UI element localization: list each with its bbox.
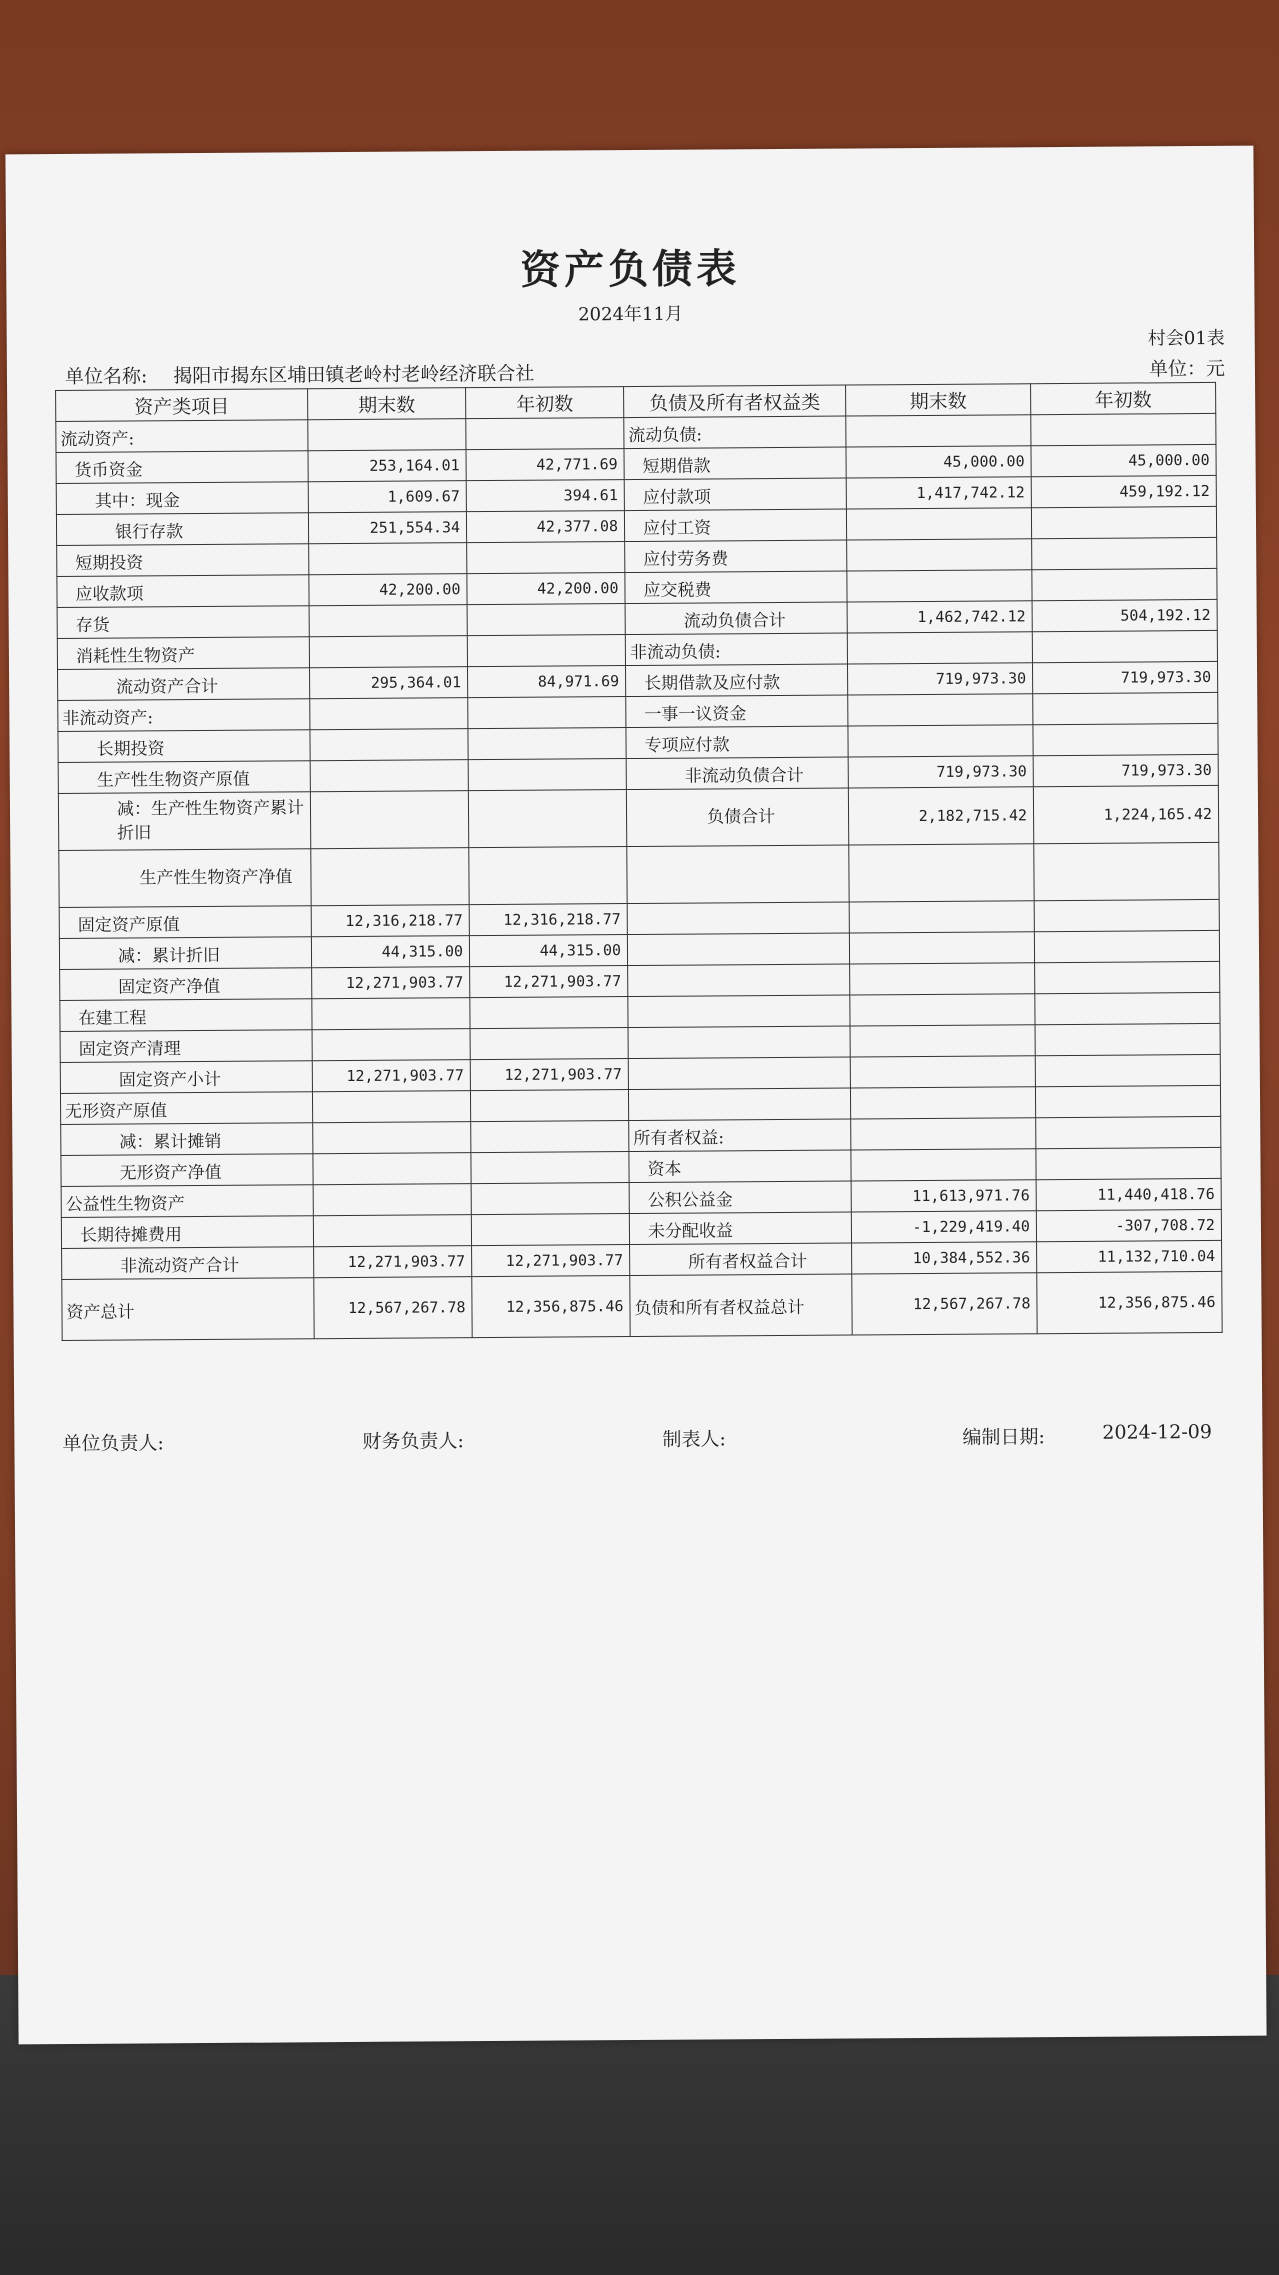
liab-end-value [846, 508, 1031, 540]
header-liab-begin: 年初数 [1031, 382, 1216, 414]
asset-begin-value [468, 697, 626, 729]
asset-end-value: 42,200.00 [309, 574, 467, 606]
asset-begin-value: 84,971.69 [468, 666, 626, 698]
asset-begin-value [470, 1090, 628, 1122]
asset-item-cell: 应收款项 [57, 575, 309, 608]
asset-begin-value [470, 1028, 628, 1060]
asset-begin-value [466, 418, 624, 450]
liab-item-cell: 负债和所有者权益总计 [630, 1274, 852, 1337]
asset-end-value [309, 636, 467, 668]
liab-begin-value: 719,973.30 [1033, 754, 1218, 786]
asset-item-cell: 银行存款 [56, 513, 308, 546]
liab-begin-value [1033, 692, 1218, 724]
asset-item-cell: 长期待摊费用 [61, 1216, 313, 1249]
liab-end-value [850, 963, 1035, 995]
asset-end-value: 12,271,903.77 [312, 967, 470, 999]
asset-end-value [313, 1153, 471, 1185]
liab-end-value [849, 901, 1034, 933]
asset-begin-value: 42,377.08 [466, 511, 624, 543]
liab-begin-value [1034, 930, 1219, 962]
asset-end-value: 12,271,903.77 [312, 1060, 470, 1092]
liab-begin-value [1036, 1147, 1221, 1179]
liab-end-value [849, 844, 1034, 902]
liab-end-value: 719,973.30 [847, 663, 1032, 695]
liab-end-value: 12,567,267.78 [852, 1273, 1037, 1335]
asset-end-value [310, 791, 468, 849]
asset-end-value: 44,315.00 [311, 936, 469, 968]
asset-begin-value: 44,315.00 [469, 935, 627, 967]
liab-item-cell: 一事一议资金 [626, 695, 848, 728]
asset-begin-value [471, 1214, 629, 1246]
date-value: 2024-12-09 [1102, 1420, 1212, 1444]
asset-end-value: 295,364.01 [310, 667, 468, 699]
asset-begin-value [467, 604, 625, 636]
report-period: 2024年11月 [578, 303, 683, 326]
table-body [56, 413, 1222, 1340]
asset-end-value [309, 543, 467, 575]
liab-item-cell: 流动负债: [624, 416, 846, 449]
asset-begin-value: 394.61 [466, 480, 624, 512]
liab-end-value [850, 1087, 1035, 1119]
asset-end-value [309, 605, 467, 637]
liab-end-value [846, 415, 1031, 447]
asset-end-value [311, 848, 469, 906]
liab-begin-value [1033, 723, 1218, 755]
liab-begin-value [1031, 506, 1216, 538]
asset-end-value [310, 760, 468, 792]
liab-end-value [848, 694, 1033, 726]
asset-begin-value [467, 635, 625, 667]
liab-begin-value [1035, 1085, 1220, 1117]
asset-begin-value [468, 790, 626, 848]
asset-begin-value: 12,316,218.77 [469, 904, 627, 936]
liab-end-value [848, 725, 1033, 757]
liab-end-value: 10,384,552.36 [852, 1242, 1037, 1274]
liab-begin-value [1035, 961, 1220, 993]
table-row [59, 842, 1219, 907]
asset-begin-value: 12,271,903.77 [472, 1245, 630, 1277]
currency-unit: 单位：元 [1148, 357, 1226, 381]
header-liab-item: 负债及所有者权益类 [624, 385, 846, 418]
header-asset-begin: 年初数 [466, 387, 624, 419]
liab-begin-value [1035, 1023, 1220, 1055]
asset-end-value [308, 419, 466, 451]
liab-end-value [850, 994, 1035, 1026]
unit-name-label: 单位名称: [64, 365, 148, 388]
liab-item-cell: 资本 [629, 1150, 851, 1183]
liab-begin-value [1035, 1054, 1220, 1086]
asset-item-cell: 非流动资产合计 [62, 1247, 314, 1280]
liab-begin-value [1032, 630, 1217, 662]
liab-begin-value [1032, 568, 1217, 600]
asset-begin-value [471, 1121, 629, 1153]
form-number: 村会01表 [1147, 327, 1225, 350]
liab-item-cell: 应付工资 [624, 509, 846, 542]
asset-end-value [313, 1215, 471, 1247]
asset-item-cell: 固定资产净值 [60, 968, 312, 1001]
liab-item-cell [628, 1057, 850, 1090]
liab-item-cell: 所有者权益合计 [630, 1243, 852, 1276]
asset-item-cell: 存货 [57, 606, 309, 639]
asset-item-cell: 减：累计摊销 [61, 1123, 313, 1156]
asset-end-value: 12,567,267.78 [314, 1277, 472, 1339]
asset-begin-value [469, 847, 627, 905]
liab-item-cell [628, 1088, 850, 1121]
asset-item-cell: 固定资产原值 [59, 906, 311, 939]
asset-end-value [313, 1184, 471, 1216]
liab-item-cell [627, 902, 849, 935]
liab-begin-value: 1,224,165.42 [1033, 785, 1218, 843]
liab-item-cell: 负债合计 [626, 788, 848, 847]
liab-item-cell: 所有者权益: [629, 1119, 851, 1152]
liab-item-cell: 非流动负债合计 [626, 757, 848, 790]
liab-begin-value: 45,000.00 [1031, 444, 1216, 476]
asset-end-value: 1,609.67 [308, 481, 466, 513]
liab-end-value: 1,462,742.12 [847, 601, 1032, 633]
preparer-label: 制表人: [662, 1428, 726, 1451]
asset-end-value: 251,554.34 [308, 512, 466, 544]
liab-end-value [851, 1118, 1036, 1150]
asset-item-cell: 生产性生物资产原值 [58, 761, 310, 794]
asset-end-value [312, 1029, 470, 1061]
asset-item-cell: 非流动资产: [58, 699, 310, 732]
asset-end-value [310, 698, 468, 730]
asset-begin-value [468, 728, 626, 760]
asset-item-cell: 生产性生物资产净值 [59, 849, 311, 908]
unit-name-value: 揭阳市揭东区埔田镇老岭村老岭经济联合社 [173, 362, 535, 388]
asset-begin-value [470, 997, 628, 1029]
liab-end-value [847, 539, 1032, 571]
liab-begin-value: 11,132,710.04 [1037, 1240, 1222, 1272]
date-label: 编制日期: [962, 1426, 1045, 1449]
asset-item-cell: 长期投资 [58, 730, 310, 763]
liab-item-cell: 应付劳务费 [625, 540, 847, 573]
asset-item-cell: 无形资产原值 [60, 1092, 312, 1125]
liab-item-cell [627, 933, 849, 966]
liab-item-cell [628, 1026, 850, 1059]
asset-item-cell: 资产总计 [62, 1278, 314, 1341]
liab-begin-value: 459,192.12 [1031, 475, 1216, 507]
asset-end-value [312, 998, 470, 1030]
asset-begin-value: 12,271,903.77 [470, 966, 628, 998]
asset-end-value [310, 729, 468, 761]
signature-footer [62, 1420, 1222, 1456]
liab-item-cell: 应付款项 [624, 478, 846, 511]
liab-end-value [851, 1149, 1036, 1181]
document-title: 资产负债表 [520, 245, 741, 294]
asset-end-value: 12,316,218.77 [311, 905, 469, 937]
liab-item-cell: 专项应付款 [626, 726, 848, 759]
finance-head-label: 财务负责人: [362, 1430, 464, 1453]
balance-sheet-paper [5, 146, 1266, 2045]
asset-item-cell: 无形资产净值 [61, 1154, 313, 1187]
asset-end-value: 12,271,903.77 [314, 1246, 472, 1278]
asset-end-value [313, 1122, 471, 1154]
asset-begin-value [471, 1152, 629, 1184]
liab-end-value: 2,182,715.42 [848, 787, 1033, 845]
liab-begin-value: 12,356,875.46 [1037, 1271, 1222, 1333]
liab-item-cell: 流动负债合计 [625, 602, 847, 635]
balance-sheet-table [55, 382, 1223, 1341]
liab-begin-value [1034, 899, 1219, 931]
asset-begin-value [467, 542, 625, 574]
asset-begin-value [468, 759, 626, 791]
liab-begin-value: 719,973.30 [1032, 661, 1217, 693]
asset-item-cell: 消耗性生物资产 [57, 637, 309, 670]
table-row [62, 1271, 1222, 1340]
asset-item-cell: 流动资产: [56, 420, 308, 453]
liab-end-value: 719,973.30 [848, 756, 1033, 788]
liab-end-value: 1,417,742.12 [846, 477, 1031, 509]
liab-item-cell: 长期借款及应付款 [626, 664, 848, 697]
asset-item-cell: 流动资产合计 [58, 668, 310, 701]
liab-item-cell [628, 964, 850, 997]
liab-begin-value: -307,708.72 [1036, 1209, 1221, 1241]
liab-end-value [847, 570, 1032, 602]
asset-item-cell: 货币资金 [56, 451, 308, 484]
liab-item-cell: 短期借款 [624, 447, 846, 480]
liab-begin-value: 504,192.12 [1032, 599, 1217, 631]
unit-head-label: 单位负责人: [62, 1432, 164, 1456]
liab-begin-value [1034, 842, 1219, 900]
asset-begin-value: 12,356,875.46 [472, 1276, 630, 1338]
liab-end-value: 45,000.00 [846, 446, 1031, 478]
liab-begin-value [1031, 413, 1216, 445]
asset-begin-value [471, 1183, 629, 1215]
asset-item-cell: 短期投资 [57, 544, 309, 577]
liab-begin-value [1035, 992, 1220, 1024]
liab-end-value [850, 1025, 1035, 1057]
asset-begin-value: 12,271,903.77 [470, 1059, 628, 1091]
asset-item-cell: 固定资产小计 [60, 1061, 312, 1094]
liab-item-cell [628, 995, 850, 1028]
asset-item-cell: 其中：现金 [56, 482, 308, 515]
liab-end-value: 11,613,971.76 [851, 1180, 1036, 1212]
liab-item-cell [627, 845, 849, 904]
unit-name-line [65, 359, 535, 389]
liab-end-value [847, 632, 1032, 664]
liab-item-cell: 非流动负债: [625, 633, 847, 666]
asset-end-value: 253,164.01 [308, 450, 466, 482]
asset-item-cell: 减：生产性生物资产累计折旧 [58, 792, 310, 851]
asset-item-cell: 固定资产清理 [60, 1030, 312, 1063]
asset-begin-value: 42,771.69 [466, 449, 624, 481]
liab-end-value: -1,229,419.40 [851, 1211, 1036, 1243]
asset-item-cell: 在建工程 [60, 999, 312, 1032]
asset-end-value [312, 1091, 470, 1123]
liab-item-cell: 应交税费 [625, 571, 847, 604]
header-liab-end: 期末数 [846, 384, 1031, 416]
asset-begin-value: 42,200.00 [467, 573, 625, 605]
header-asset-end: 期末数 [308, 388, 466, 420]
liab-end-value [850, 1056, 1035, 1088]
liab-begin-value [1032, 537, 1217, 569]
asset-item-cell: 公益性生物资产 [61, 1185, 313, 1218]
asset-item-cell: 减：累计折旧 [59, 937, 311, 970]
liab-end-value [849, 932, 1034, 964]
liab-begin-value [1036, 1116, 1221, 1148]
liab-begin-value: 11,440,418.76 [1036, 1178, 1221, 1210]
liab-item-cell: 未分配收益 [629, 1212, 851, 1245]
liab-item-cell: 公积公益金 [629, 1181, 851, 1214]
header-asset-item: 资产类项目 [56, 389, 308, 422]
table-row [58, 785, 1218, 850]
